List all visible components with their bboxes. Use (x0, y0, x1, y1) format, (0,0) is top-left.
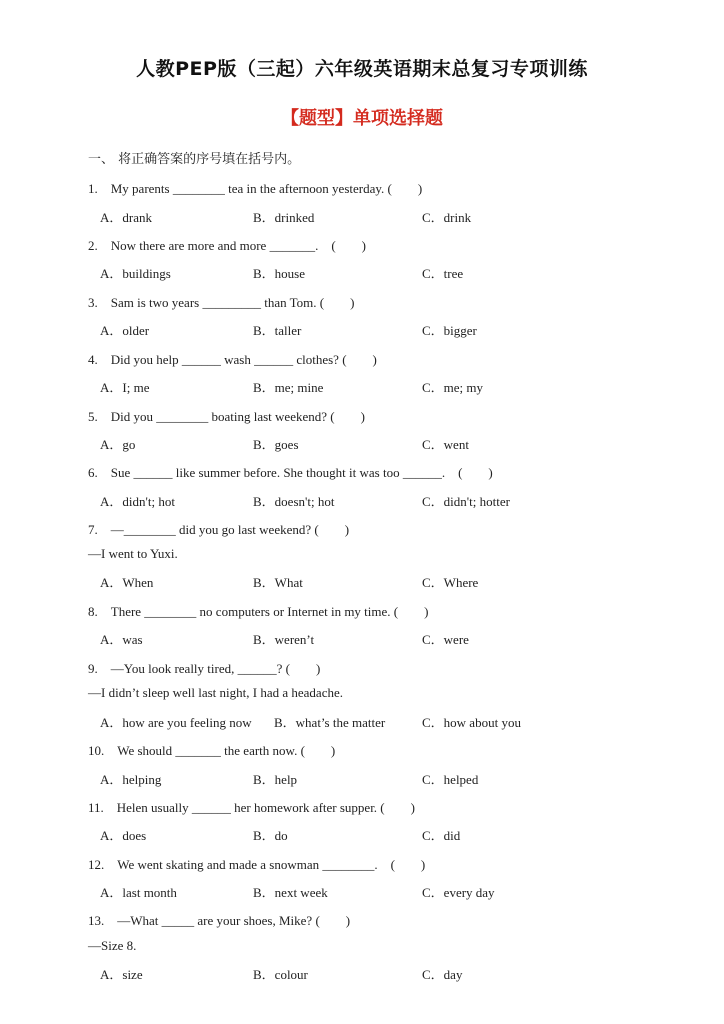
option-b: B．house (253, 266, 306, 281)
option-c: C．didn't; hotter (422, 494, 510, 509)
option-b: B．next week (253, 885, 328, 900)
option-a: A．buildings (100, 266, 171, 281)
option-c: C．tree (422, 266, 464, 281)
question-stem: 2. Now there are more and more _______. ( ) (88, 238, 366, 253)
question-stem: 1. My parents ________ tea in the afternoon yesterday. ( ) (88, 181, 423, 196)
option-b: B．goes (253, 437, 299, 452)
option-c: C．how about you (422, 715, 521, 730)
option-a: A．go (100, 437, 136, 452)
dialogue-answer: —I went to Yuxi. (88, 546, 178, 561)
option-b: B．taller (253, 323, 302, 338)
option-a: A．last month (100, 885, 177, 900)
option-c: C．every day (422, 885, 495, 900)
option-a: A．older (100, 323, 150, 338)
option-a: A．how are you feeling now (100, 715, 252, 730)
option-c: C．day (422, 967, 463, 982)
question-stem: 4. Did you help ______ wash ______ clothes? ( ) (88, 352, 377, 367)
option-a: A．size (100, 967, 143, 982)
page-title: 人教PEP版（三起）六年级英语期末总复习专项训练 (136, 58, 588, 80)
option-b: B．weren’t (253, 632, 315, 647)
option-c: C．bigger (422, 323, 477, 338)
option-a: A．was (100, 632, 143, 647)
dialogue-answer: —I didn’t sleep well last night, I had a headache. (88, 685, 343, 700)
question-stem: 6. Sue ______ like summer before. She thought it was too ______. ( ) (88, 465, 493, 480)
option-a: A．does (100, 828, 147, 843)
option-c: C．me; my (422, 380, 484, 395)
question-stem: 8. There ________ no computers or Internet in my time. ( ) (88, 604, 429, 619)
option-b: B．what’s the matter (274, 715, 386, 730)
question-type-heading: 【题型】单项选择题 (281, 108, 443, 129)
option-c: C．helped (422, 772, 479, 787)
option-c: C．drink (422, 210, 472, 225)
option-a: A．helping (100, 772, 162, 787)
option-b: B．do (253, 828, 288, 843)
option-b: B．help (253, 772, 298, 787)
question-stem: 10. We should _______ the earth now. ( ) (88, 743, 336, 758)
option-a: A．drank (100, 210, 152, 225)
option-c: C．Where (422, 575, 479, 590)
option-c: C．did (422, 828, 461, 843)
option-a: A．didn't; hot (100, 494, 175, 509)
option-b: B．doesn't; hot (253, 494, 335, 509)
option-c: C．went (422, 437, 469, 452)
option-b: B．What (253, 575, 303, 590)
question-stem: 3. Sam is two years _________ than Tom. ( ) (88, 295, 355, 310)
question-stem: 11. Helen usually ______ her homework after supper. ( ) (88, 800, 415, 815)
question-stem: 7. —________ did you go last weekend? ( ) (88, 522, 350, 537)
option-a: A．I; me (100, 380, 150, 395)
question-stem: 5. Did you ________ boating last weekend? ( ) (88, 409, 365, 424)
option-b: B．me; mine (253, 380, 324, 395)
option-b: B．colour (253, 967, 308, 982)
option-a: A．When (100, 575, 154, 590)
section-instruction: 一、 将正确答案的序号填在括号内。 (88, 152, 301, 167)
question-stem: 13. —What _____ are your shoes, Mike? ( ) (88, 913, 351, 928)
question-stem: 9. —You look really tired, ______? ( ) (88, 661, 321, 676)
dialogue-answer: —Size 8. (88, 938, 137, 953)
option-b: B．drinked (253, 210, 315, 225)
option-c: C．were (422, 632, 469, 647)
question-stem: 12. We went skating and made a snowman ________. ( ) (88, 857, 426, 872)
